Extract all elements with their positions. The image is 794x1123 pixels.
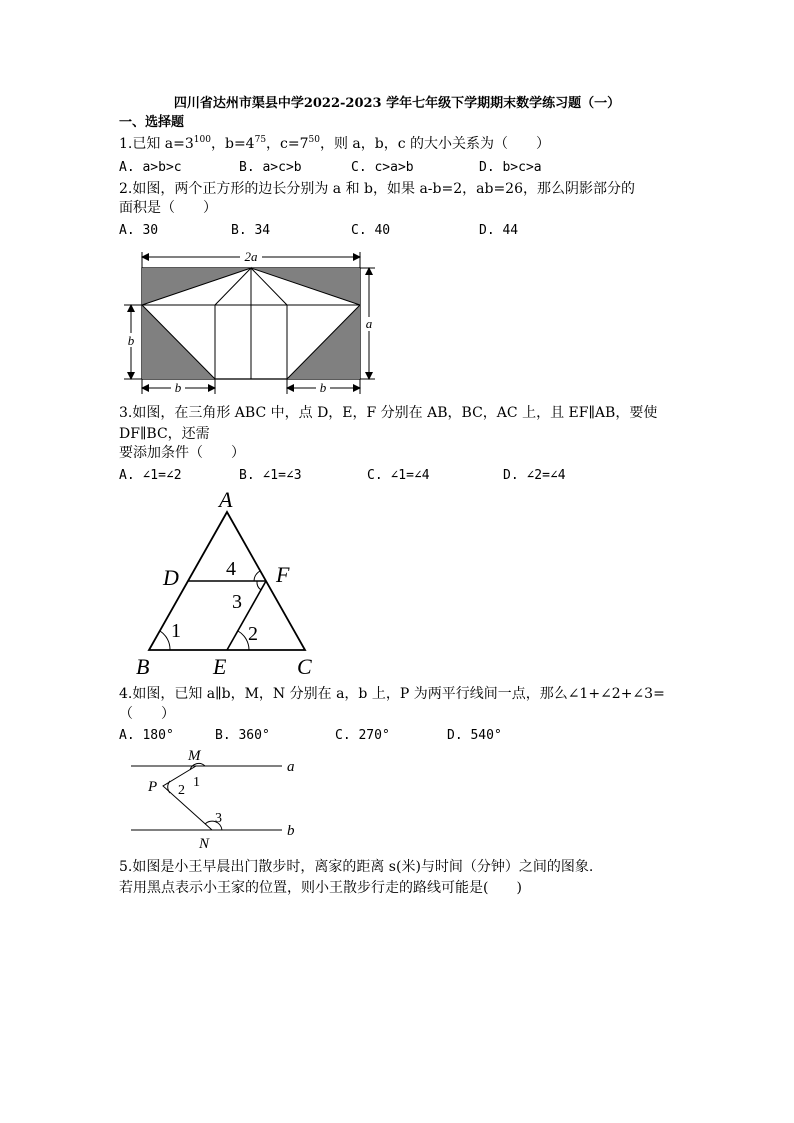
q3-option-a[interactable]: A. ∠1=∠2 bbox=[119, 468, 182, 483]
q2-option-c[interactable]: C. 40 bbox=[351, 223, 391, 238]
q1-option-a[interactable]: A. a>b>c bbox=[119, 160, 182, 175]
angle-4-arc bbox=[254, 571, 260, 581]
q3-option-b[interactable]: B. ∠1=∠3 bbox=[239, 468, 302, 483]
q1-option-b[interactable]: B. a>c>b bbox=[239, 160, 302, 175]
line-a-label: a bbox=[287, 759, 295, 775]
q3-option-d[interactable]: D. ∠2=∠4 bbox=[503, 468, 566, 483]
q1-exp-c: 50 bbox=[308, 135, 320, 145]
angle-1-arc bbox=[190, 763, 205, 770]
angle-3-label: 3 bbox=[215, 811, 222, 826]
line-b-label: b bbox=[287, 823, 295, 839]
point-m: M bbox=[188, 748, 201, 764]
question-3-stem-line3: 要添加条件（ ） bbox=[119, 445, 245, 461]
q1-text-d: ，则 a，b，c 的大小关系为（ ） bbox=[319, 136, 551, 152]
question-3-stem-line1: 3.如图，在三角形 ABC 中，点 D，E，F 分别在 AB，BC，AC 上，且 EF∥AB，要使 bbox=[119, 405, 658, 421]
question-2-stem-line1: 2.如图，两个正方形的边长分别为 a 和 b，如果 a-b=2，ab=26，那么阴影部分的 bbox=[119, 181, 635, 197]
q2-option-a[interactable]: A. 30 bbox=[119, 223, 159, 238]
q4-parallel-lines-figure bbox=[128, 744, 308, 850]
path-mpn bbox=[163, 766, 212, 830]
q4-option-a[interactable]: A. 180° bbox=[119, 728, 174, 743]
angle-2-label: 2 bbox=[248, 623, 258, 645]
q4-option-d[interactable]: D. 540° bbox=[447, 728, 502, 743]
label-2a: 2a bbox=[244, 249, 258, 264]
vertex-a: A bbox=[219, 487, 233, 512]
vertex-b: B bbox=[136, 654, 150, 679]
q3-triangle-figure bbox=[130, 488, 330, 680]
angle-2-label: 2 bbox=[178, 783, 185, 798]
vertex-d: D bbox=[163, 565, 179, 590]
question-5-stem-line2: 若用黑点表示小王家的位置，则小王散步行走的路线可能是( ) bbox=[119, 880, 522, 896]
q1-text-b: ，b=4 bbox=[210, 136, 255, 152]
q4-option-b[interactable]: B. 360° bbox=[215, 728, 270, 743]
vertex-e: E bbox=[213, 654, 227, 679]
question-2-stem-line2: 面积是（ ） bbox=[119, 200, 217, 216]
section-heading: 一、选择题 bbox=[119, 115, 185, 130]
angle-1-arc bbox=[160, 631, 170, 650]
question-4-stem-line2: （ ） bbox=[119, 706, 175, 722]
page-title: 四川省达州市渠县中学2022-2023 学年七年级下学期期末数学练习题（一） bbox=[173, 96, 621, 111]
angle-3-arc bbox=[257, 581, 261, 590]
angle-3-label: 3 bbox=[232, 591, 242, 613]
label-b-left: b bbox=[127, 333, 135, 348]
label-a: a bbox=[365, 316, 373, 331]
angle-4-label: 4 bbox=[226, 558, 236, 580]
q4-option-c[interactable]: C. 270° bbox=[335, 728, 390, 743]
q1-exp-b: 75 bbox=[254, 135, 267, 145]
q1-exp-a: 100 bbox=[193, 135, 211, 145]
point-n: N bbox=[199, 836, 210, 852]
q1-option-c[interactable]: C. c>a>b bbox=[351, 160, 414, 175]
q1-option-d[interactable]: D. b>c>a bbox=[479, 160, 542, 175]
q3-option-c[interactable]: C. ∠1=∠4 bbox=[367, 468, 430, 483]
q1-text-a: 1.已知 a=3 bbox=[119, 136, 194, 152]
question-1-stem bbox=[119, 135, 550, 153]
q2-option-b[interactable]: B. 34 bbox=[231, 223, 271, 238]
question-3-stem-line2: DF∥BC，还需 bbox=[119, 426, 210, 442]
question-5-stem-line1: 5.如图是小王早晨出门散步时，离家的距离 s(米)与时间（分钟）之间的图象. bbox=[119, 859, 594, 875]
vertex-f: F bbox=[276, 562, 290, 587]
angle-1-label: 1 bbox=[171, 620, 181, 642]
question-4-stem-line1: 4.如图，已知 a∥b，M，N 分别在 a，b 上，P 为两平行线间一点，那么∠1+∠2+∠3= bbox=[119, 686, 665, 702]
label-b-bottom-left: b bbox=[174, 380, 182, 395]
angle-1-label: 1 bbox=[193, 775, 200, 790]
q2-option-d[interactable]: D. 44 bbox=[479, 223, 519, 238]
q2-squares-figure bbox=[118, 246, 388, 398]
vertex-c: C bbox=[297, 654, 312, 679]
point-p: P bbox=[148, 779, 158, 795]
q1-text-c: ，c=7 bbox=[266, 136, 309, 152]
label-b-bottom-right: b bbox=[319, 380, 327, 395]
